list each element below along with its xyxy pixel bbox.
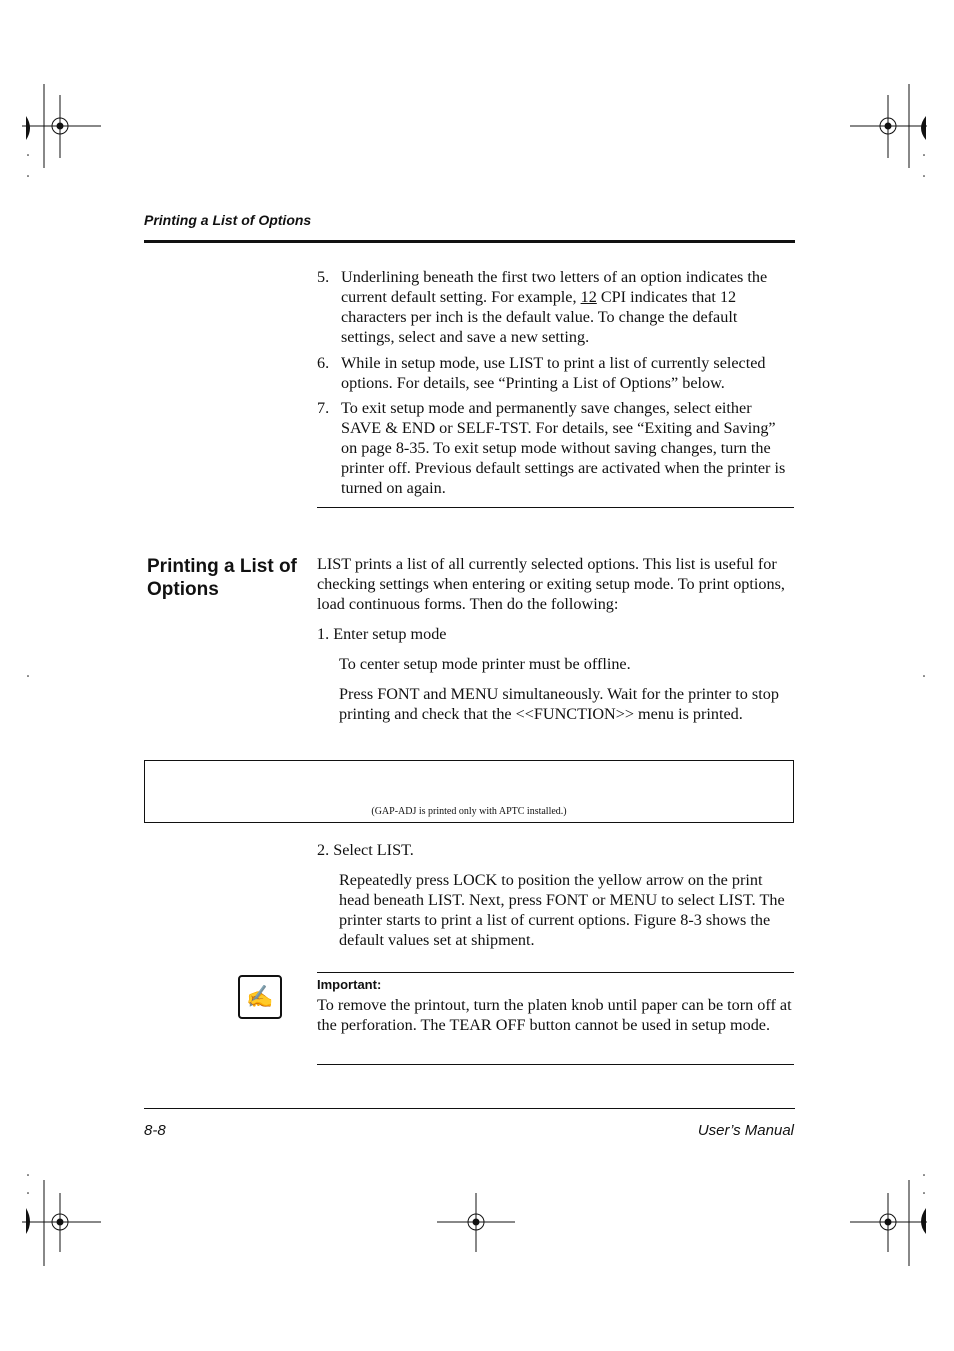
important-label: Important:	[317, 977, 382, 992]
step-text: Underlining beneath the first two letters of an option indicates the current default setting. For example, 12 CPI indicates that 12 characters per inch is the default value. To change the default settings, select and save a new setting.	[341, 268, 768, 346]
manual-title: User’s Manual	[697, 1122, 794, 1139]
step-title: 2. Select LIST.	[317, 841, 414, 859]
box-note: (GAP-ADJ is printed only with APTC installed.)	[371, 806, 567, 817]
important-text: To remove the printout, turn the platen knob until paper can be torn off at the perforation. The TEAR OFF button cannot be used in setup mode.	[317, 996, 792, 1034]
step-number: 5.	[317, 268, 330, 286]
step-paragraph: Press FONT and MENU simultaneously. Wait for the printer to stop printing and check that the <<FUNCTION>> menu is printed.	[339, 685, 779, 723]
footer-rule	[144, 1108, 795, 1109]
step-title: 1. Enter setup mode	[317, 625, 447, 643]
page-number: 8-8	[144, 1122, 166, 1139]
step-number: 6.	[317, 354, 330, 372]
step-paragraph: Repeatedly press LOCK to position the yellow arrow on the print head beneath LIST. Next, press FONT or MENU to select LIST. The printer starts to print a list of current options. Figure 8-3 shows the default values set at shipment.	[339, 871, 785, 949]
header-rule	[144, 240, 795, 243]
step-number: 7.	[317, 399, 330, 417]
divider	[317, 1064, 794, 1065]
step-text: While in setup mode, use LIST to print a list of currently selected options. For details, see “Printing a List of Options” below.	[341, 354, 766, 392]
note-pencil-icon: ✍	[238, 975, 282, 1019]
divider	[317, 972, 794, 973]
underlined-default: 12	[580, 288, 597, 306]
divider	[317, 507, 794, 508]
section-heading: Printing a List of Options	[147, 556, 297, 600]
step-text: To exit setup mode and permanently save changes, select either SAVE & END or SELF-TST. For details, see “Exiting and Saving” on page 8-35. To exit setup mode without saving changes, turn the printer off. Previous default settings are activated when the printer is turned on again.	[341, 399, 786, 497]
section-intro: LIST prints a list of all currently selected options. This list is useful for checking settings when entering or exiting setup mode. To print options, load continuous forms. Then do the following:	[317, 555, 785, 613]
running-header: Printing a List of Options	[144, 212, 312, 228]
step-paragraph: To center setup mode printer must be offline.	[339, 655, 631, 673]
